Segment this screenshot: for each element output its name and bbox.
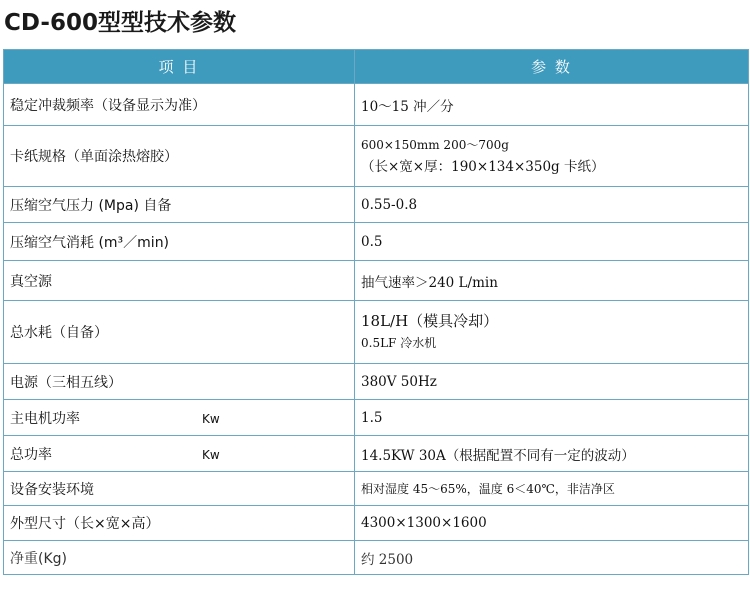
table-row (4, 436, 749, 472)
table-row (4, 223, 749, 261)
table-row (4, 364, 749, 400)
row-value-line2: 0.5LF 冷水机 (361, 336, 437, 350)
header-item: 项 目 (4, 50, 355, 84)
row-label: 卡纸规格（单面涂热熔胶） (4, 126, 355, 187)
row-label-cell (4, 436, 355, 472)
row-value: 相对湿度 45～65%，温度 6＜40℃，非洁净区 (355, 472, 749, 506)
row-value: 0.5 (355, 223, 749, 261)
table-row (4, 261, 749, 301)
row-unit: Kw (202, 411, 220, 426)
row-value: 14.5KW 30A（根据配置不同有一定的波动） (355, 436, 749, 472)
row-label: 净重(Kg) (4, 541, 355, 575)
table-row (4, 472, 749, 506)
table-header-row (4, 50, 749, 84)
row-value (355, 301, 749, 364)
row-label-cell (4, 400, 355, 436)
table-row (4, 541, 749, 575)
row-label: 压缩空气压力 (Mpa) 自备 (4, 187, 355, 223)
table-row (4, 187, 749, 223)
table-row (4, 506, 749, 541)
row-value-line1: 18L/H（模具冷却） (361, 312, 499, 330)
page-title: CD-600型型技术参数 (4, 10, 236, 36)
row-value (355, 126, 749, 187)
row-value: 10～15 冲／分 (355, 84, 749, 126)
row-label: 稳定冲裁频率（设备显示为准） (4, 84, 355, 126)
row-value: 0.55-0.8 (355, 187, 749, 223)
row-label: 外型尺寸（长×宽×高） (4, 506, 355, 541)
row-label: 电源（三相五线） (4, 364, 355, 400)
row-value: 4300×1300×1600 (355, 506, 749, 541)
row-label: 总水耗（自备） (4, 301, 355, 364)
spec-table (3, 49, 749, 575)
row-value: 380V 50Hz (355, 364, 749, 400)
row-value-line2: （长×宽×厚：190×134×350g 卡纸） (361, 159, 605, 175)
row-value: 抽气速率＞240 L/min (355, 261, 749, 301)
table-row (4, 301, 749, 364)
row-unit: Kw (202, 447, 220, 462)
row-value: 约 2500 (355, 541, 749, 575)
row-label: 主电机功率 (10, 410, 80, 427)
row-label: 设备安装环境 (4, 472, 355, 506)
row-label: 总功率 (10, 446, 52, 463)
table-row (4, 84, 749, 126)
table-row (4, 126, 749, 187)
row-label: 真空源 (4, 261, 355, 301)
row-value-line1: 600×150mm 200～700g (361, 138, 509, 152)
row-label: 压缩空气消耗 (m³／min) (4, 223, 355, 261)
table-row (4, 400, 749, 436)
row-value: 1.5 (355, 400, 749, 436)
header-param: 参 数 (355, 50, 749, 84)
